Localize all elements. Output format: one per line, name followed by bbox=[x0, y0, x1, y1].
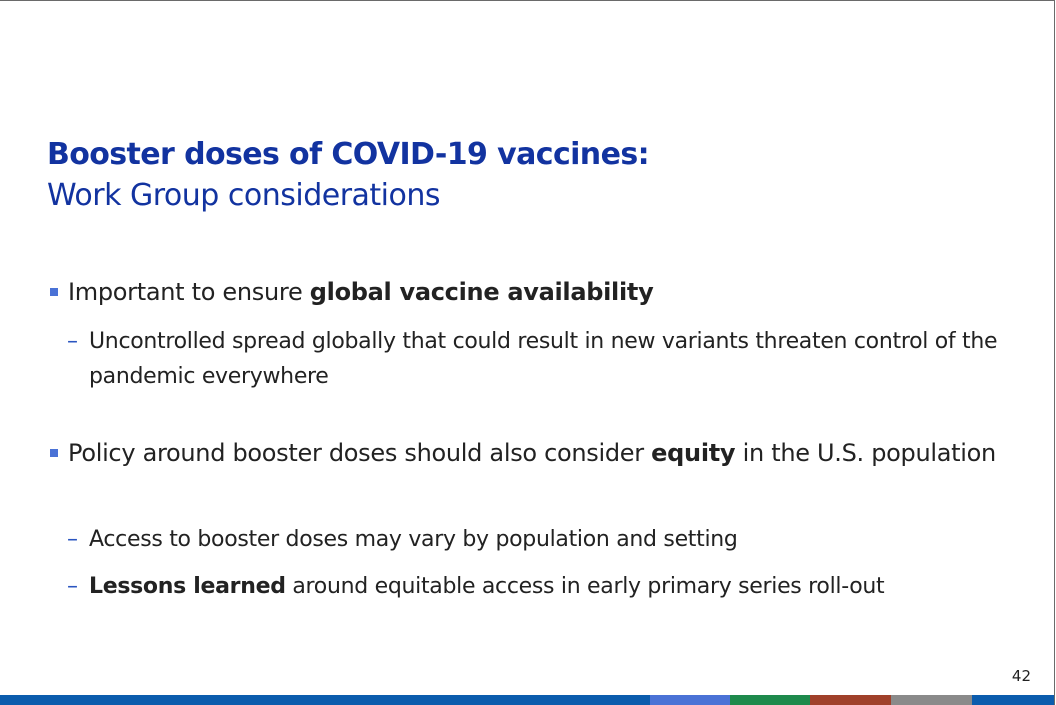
dash-bullet-icon: – bbox=[67, 574, 78, 599]
sub-bullet-text: Access to booster doses may vary by population and setting bbox=[89, 527, 738, 552]
footer-segment bbox=[891, 695, 972, 705]
square-bullet-icon bbox=[50, 449, 58, 457]
footer-segment bbox=[972, 695, 1054, 705]
slide-title: Booster doses of COVID-19 vaccines: bbox=[47, 137, 649, 172]
dash-bullet-icon: – bbox=[67, 329, 78, 354]
dash-bullet-icon: – bbox=[67, 527, 78, 552]
bullet-text: Policy around booster doses should also consider equity in the U.S. population bbox=[68, 439, 996, 467]
square-bullet-icon bbox=[50, 288, 58, 296]
page-number: 42 bbox=[1011, 667, 1031, 685]
footer-segment bbox=[730, 695, 810, 705]
sub-bullet-item bbox=[67, 324, 1017, 394]
bullet-item bbox=[48, 435, 1008, 472]
sub-bullet-item bbox=[67, 569, 1017, 604]
slide-subtitle: Work Group considerations bbox=[47, 178, 441, 213]
sub-bullet-item bbox=[67, 522, 1017, 557]
bullet-item bbox=[48, 274, 1008, 311]
slide-title-block bbox=[47, 135, 649, 217]
footer-segment bbox=[0, 695, 650, 705]
footer-color-bar bbox=[0, 695, 1054, 705]
bullet-text: Important to ensure global vaccine availability bbox=[68, 278, 654, 306]
footer-segment bbox=[810, 695, 891, 705]
sub-bullet-text: Uncontrolled spread globally that could result in new variants threaten control of the pandemic everywhere bbox=[89, 329, 998, 389]
sub-bullet-text: Lessons learned around equitable access in early primary series roll-out bbox=[89, 574, 885, 599]
footer-segment bbox=[650, 695, 730, 705]
